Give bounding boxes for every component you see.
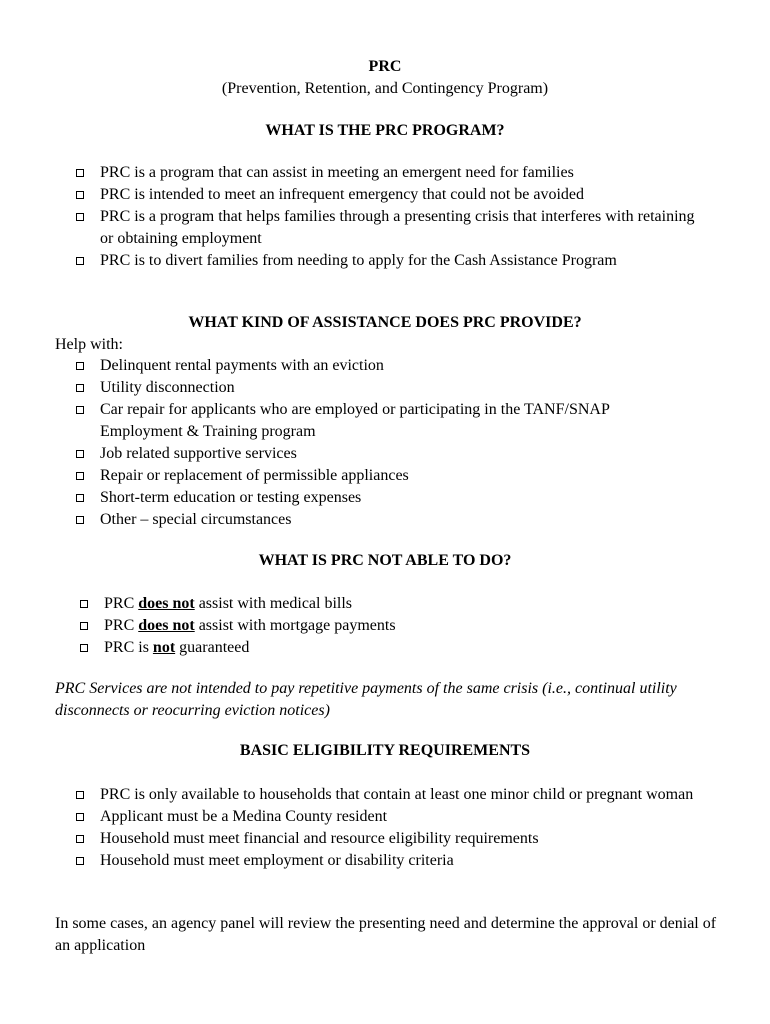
list-item: Utility disconnection: [76, 377, 676, 399]
eligibility-list: [76, 784, 696, 872]
emphasis: does not: [138, 617, 195, 634]
checkbox-bullet-icon: [76, 516, 84, 524]
emphasis: does not: [138, 595, 195, 612]
assistance-list: [76, 355, 676, 531]
list-item: Car repair for applicants who are employed or participating in the TANF/SNAP Employment & Training program: [76, 399, 676, 443]
checkbox-bullet-icon: [80, 600, 88, 608]
list-item: Short-term education or testing expenses: [76, 487, 676, 509]
closing-paragraph: In some cases, an agency panel will review the presenting need and determine the approval or denial of an application: [55, 915, 717, 954]
checkbox-bullet-icon: [80, 644, 88, 652]
checkbox-bullet-icon: [76, 791, 84, 799]
heading-eligibility: BASIC ELIGIBILITY REQUIREMENTS: [239, 742, 531, 759]
checkbox-bullet-icon: [76, 257, 84, 265]
list-item: Delinquent rental payments with an eviction: [76, 355, 676, 377]
list-item: Household must meet financial and resource eligibility requirements: [76, 828, 696, 850]
checkbox-bullet-icon: [76, 384, 84, 392]
checkbox-bullet-icon: [76, 362, 84, 370]
what-is-prc-list: [76, 162, 696, 272]
heading-not-able: WHAT IS PRC NOT ABLE TO DO?: [258, 552, 512, 569]
checkbox-bullet-icon: [76, 835, 84, 843]
doc-subtitle: (Prevention, Retention, and Contingency Program): [221, 80, 549, 97]
heading-assistance: WHAT KIND OF ASSISTANCE DOES PRC PROVIDE?: [188, 314, 582, 331]
checkbox-bullet-icon: [76, 406, 84, 414]
list-item: PRC is a program that can assist in meeting an emergent need for families: [76, 162, 696, 184]
doc-title: PRC: [368, 58, 402, 75]
list-item: Repair or replacement of permissible appliances: [76, 465, 676, 487]
services-note: PRC Services are not intended to pay repetitive payments of the same crisis (i.e., continual utility disconnects or reocurring eviction notices): [55, 680, 677, 719]
list-item: PRC does not assist with mortgage payments: [80, 615, 680, 637]
checkbox-bullet-icon: [76, 450, 84, 458]
checkbox-bullet-icon: [76, 169, 84, 177]
list-item: PRC is intended to meet an infrequent emergency that could not be avoided: [76, 184, 696, 206]
checkbox-bullet-icon: [76, 472, 84, 480]
checkbox-bullet-icon: [76, 191, 84, 199]
heading-what-is-prc: WHAT IS THE PRC PROGRAM?: [265, 122, 505, 139]
list-item: PRC is only available to households that contain at least one minor child or pregnant woman: [76, 784, 696, 806]
list-item: PRC is not guaranteed: [80, 637, 680, 659]
help-with-label: Help with:: [55, 336, 123, 353]
list-item: Other – special circumstances: [76, 509, 676, 531]
emphasis: not: [152, 639, 176, 656]
list-item: PRC does not assist with medical bills: [80, 593, 680, 615]
list-item: Household must meet employment or disability criteria: [76, 850, 696, 872]
not-able-list: [80, 593, 680, 659]
checkbox-bullet-icon: [76, 494, 84, 502]
checkbox-bullet-icon: [76, 813, 84, 821]
list-item: Applicant must be a Medina County resident: [76, 806, 696, 828]
list-item: PRC is to divert families from needing to apply for the Cash Assistance Program: [76, 250, 696, 272]
checkbox-bullet-icon: [80, 622, 88, 630]
checkbox-bullet-icon: [76, 213, 84, 221]
checkbox-bullet-icon: [76, 857, 84, 865]
list-item: PRC is a program that helps families through a presenting crisis that interferes with retaining or obtaining employment: [76, 206, 696, 250]
list-item: Job related supportive services: [76, 443, 676, 465]
